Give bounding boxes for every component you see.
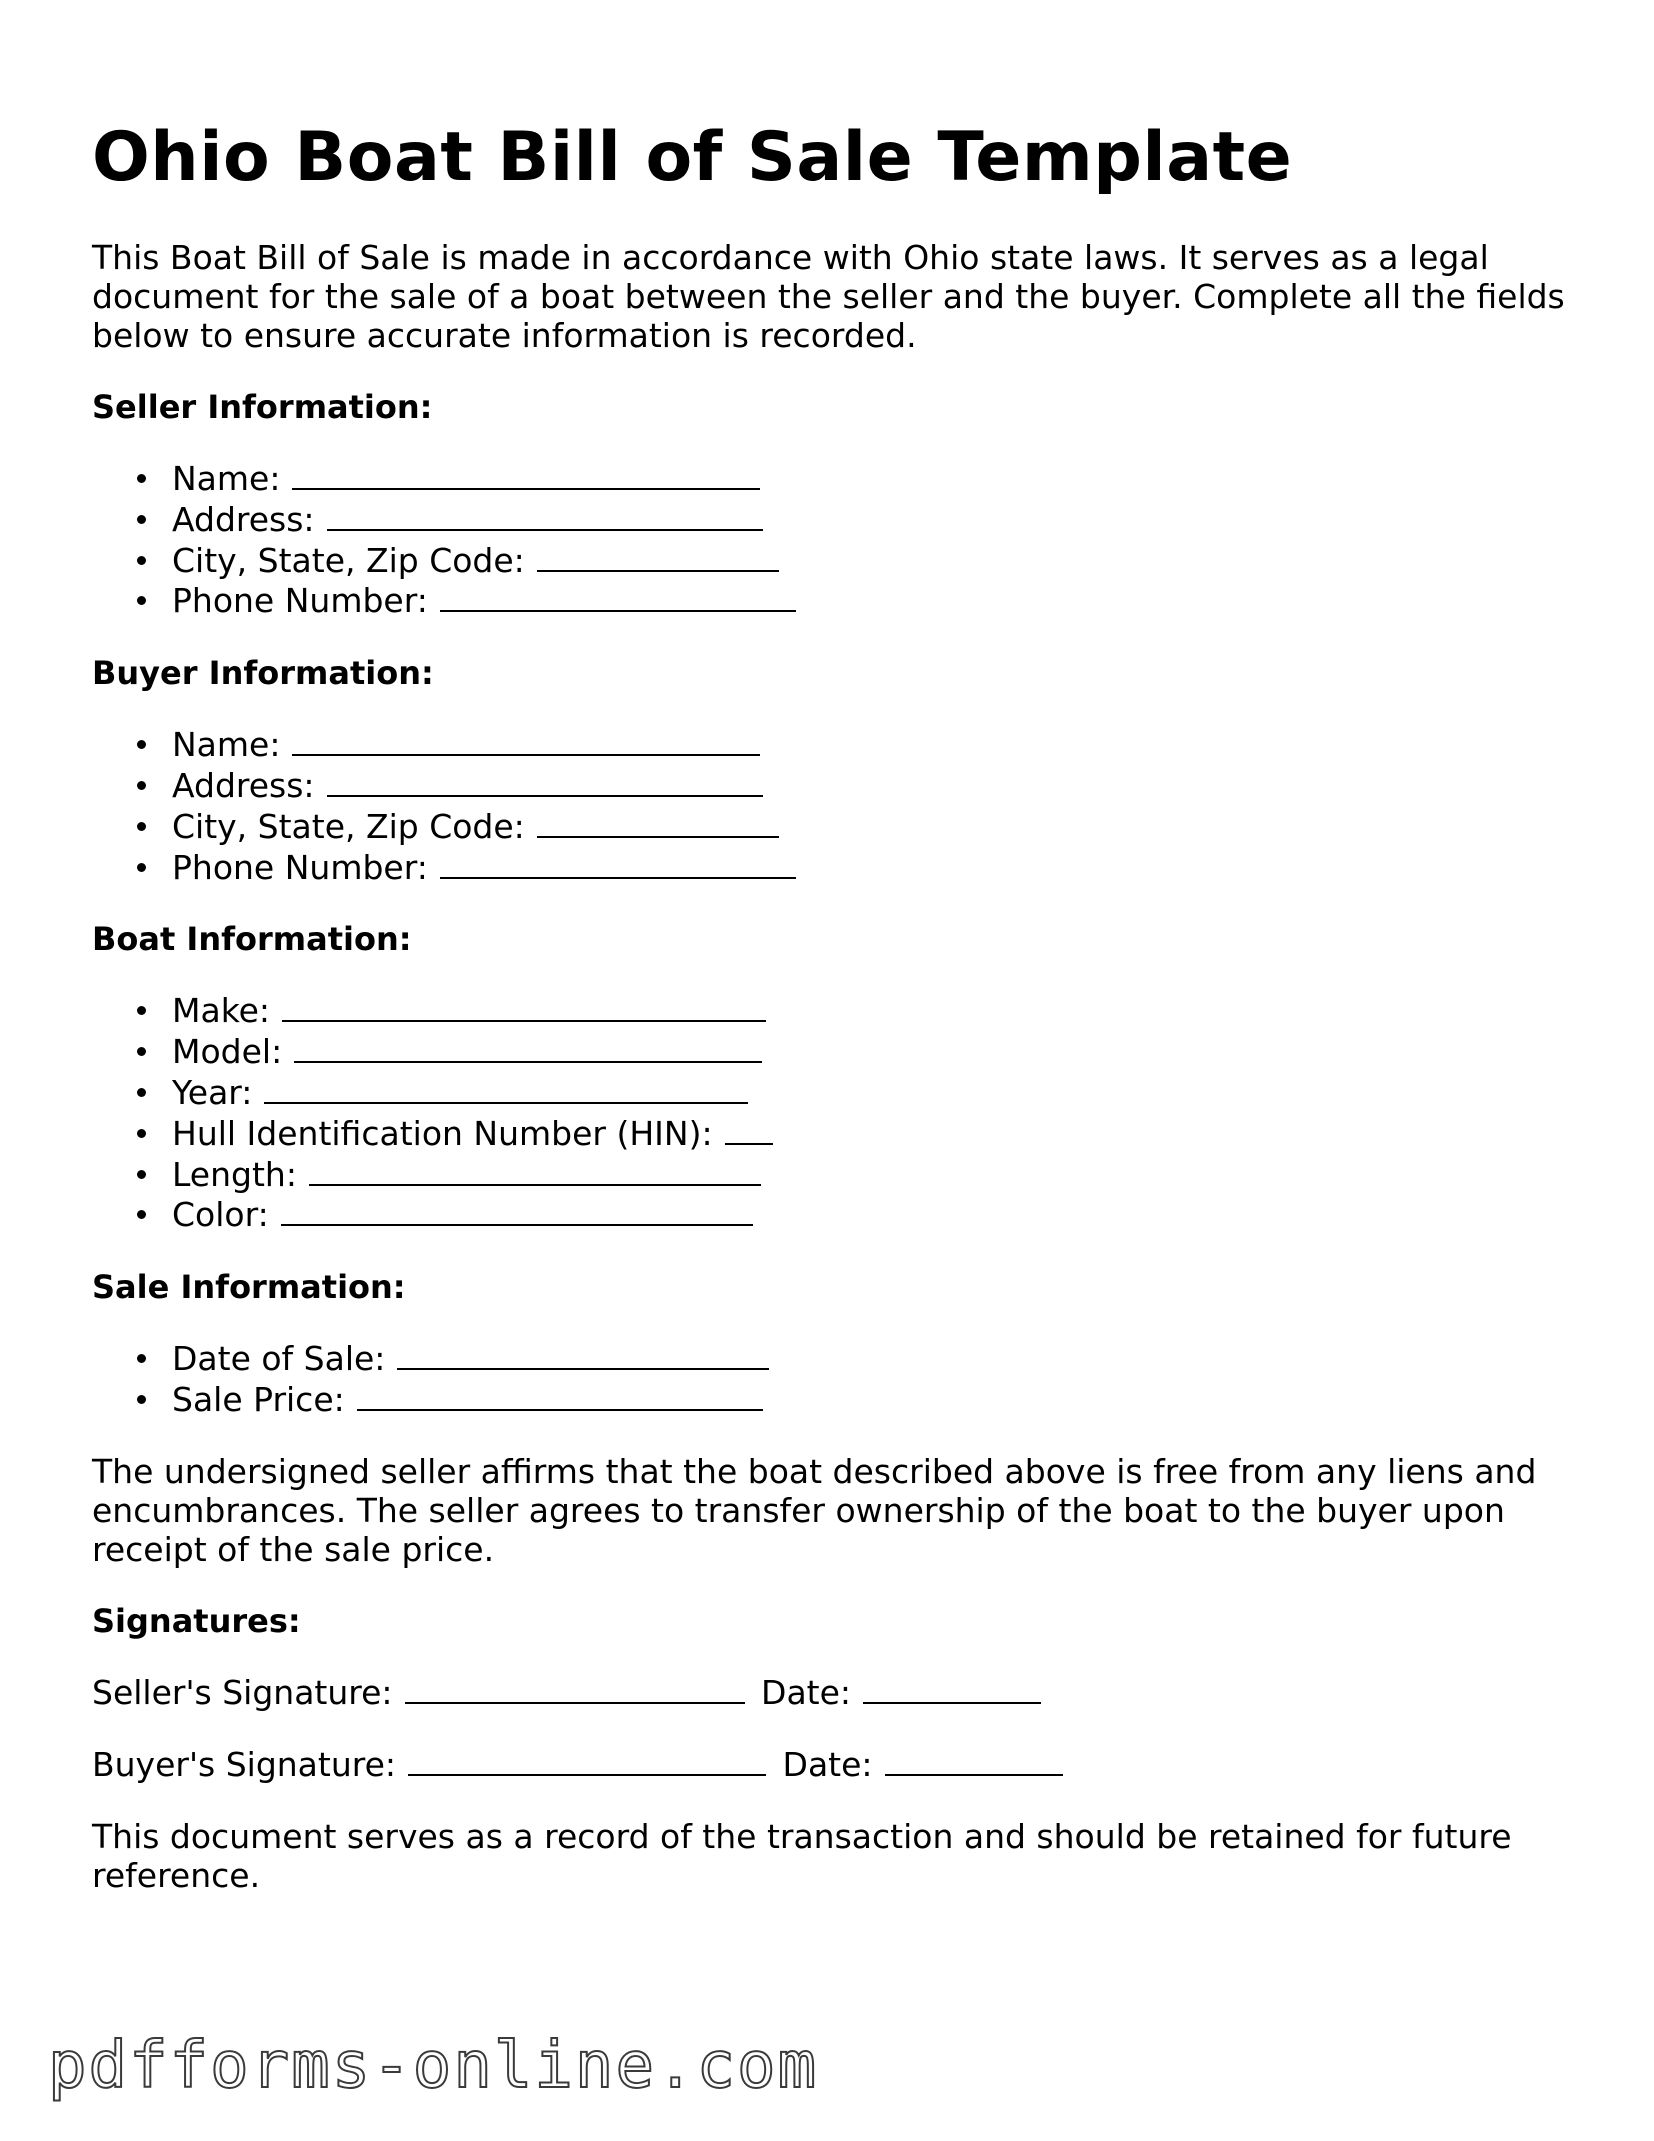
seller-address-label: Address: <box>172 499 315 539</box>
buyer-address-blank[interactable] <box>327 765 763 797</box>
buyer-name-field[interactable] <box>92 724 1572 765</box>
buyer-fields <box>92 724 1572 887</box>
seller-address-blank[interactable] <box>327 499 763 531</box>
boat-year-blank[interactable] <box>264 1072 748 1104</box>
sale-heading: Sale Information: <box>92 1268 406 1307</box>
boat-length-field[interactable] <box>92 1154 1572 1195</box>
page-title: Ohio Boat Bill of Sale Template <box>92 118 1293 197</box>
boat-length-label: Length: <box>172 1154 297 1194</box>
boat-hin-label: Hull Identification Number (HIN): <box>172 1113 713 1153</box>
buyer-city-field[interactable] <box>92 806 1572 847</box>
seller-phone-field[interactable] <box>92 580 1572 621</box>
boat-make-field[interactable] <box>92 990 1572 1031</box>
seller-name-label: Name: <box>172 459 281 498</box>
seller-phone-blank[interactable] <box>440 580 796 612</box>
boat-hin-blank[interactable] <box>725 1113 773 1145</box>
buyer-name-label: Name: <box>172 725 281 765</box>
buyer-heading: Buyer Information: <box>92 654 434 693</box>
buyer-date-label: Date: <box>782 1744 873 1784</box>
buyer-address-field[interactable] <box>92 765 1572 806</box>
boat-model-blank[interactable] <box>294 1031 762 1063</box>
sale-date-blank[interactable] <box>397 1338 769 1370</box>
seller-signature-blank[interactable] <box>405 1672 745 1704</box>
boat-color-field[interactable] <box>92 1194 1572 1235</box>
seller-city-label: City, State, Zip Code: <box>172 540 525 580</box>
seller-heading: Seller Information: <box>92 388 433 426</box>
boat-year-label: Year: <box>172 1072 253 1112</box>
seller-date-label: Date: <box>761 1672 852 1712</box>
boat-fields <box>92 990 1572 1235</box>
boat-length-blank[interactable] <box>309 1154 761 1186</box>
boat-model-field[interactable] <box>92 1031 1572 1072</box>
signatures-heading: Signatures: <box>92 1601 301 1640</box>
boat-heading: Boat Information: <box>92 920 412 959</box>
sale-price-field[interactable] <box>92 1379 1572 1420</box>
buyer-phone-field[interactable] <box>92 847 1572 888</box>
seller-signature-label: Seller's Signature: <box>92 1672 393 1712</box>
seller-fields <box>92 458 1572 621</box>
boat-color-label: Color: <box>172 1195 269 1235</box>
sale-price-label: Sale Price: <box>172 1379 345 1419</box>
sale-fields <box>92 1338 1572 1420</box>
closing-paragraph: This document serves as a record of the transaction and should be retained for future reference. <box>92 1816 1512 1895</box>
watermark-text: pdfforms-online.com <box>48 2029 819 2103</box>
sale-date-label: Date of Sale: <box>172 1339 386 1379</box>
buyer-address-label: Address: <box>172 765 315 805</box>
buyer-date-blank[interactable] <box>885 1744 1063 1776</box>
seller-date-blank[interactable] <box>863 1672 1041 1704</box>
seller-signature-row <box>92 1672 1572 1713</box>
boat-model-label: Model: <box>172 1032 283 1072</box>
buyer-phone-label: Phone Number: <box>172 847 428 887</box>
boat-color-blank[interactable] <box>281 1194 753 1226</box>
buyer-signature-label: Buyer's Signature: <box>92 1744 397 1784</box>
boat-year-field[interactable] <box>92 1072 1572 1113</box>
sale-date-field[interactable] <box>92 1338 1572 1379</box>
boat-make-label: Make: <box>172 991 271 1031</box>
buyer-signature-row <box>92 1744 1572 1785</box>
seller-city-blank[interactable] <box>537 540 779 572</box>
buyer-city-blank[interactable] <box>537 806 779 838</box>
seller-name-field[interactable] <box>92 458 1572 499</box>
sale-price-blank[interactable] <box>357 1379 763 1411</box>
buyer-signature-blank[interactable] <box>408 1744 766 1776</box>
intro-paragraph: This Boat Bill of Sale is made in accordance with Ohio state laws. It serves as a legal document for the sale of a boat between the seller and the buyer. Complete all the fields below to ensure accurate information is recorded. <box>92 238 1565 355</box>
buyer-name-blank[interactable] <box>292 724 760 756</box>
boat-make-blank[interactable] <box>282 990 766 1022</box>
boat-hin-field[interactable] <box>92 1113 1572 1154</box>
seller-city-field[interactable] <box>92 540 1572 581</box>
seller-address-field[interactable] <box>92 499 1572 540</box>
buyer-phone-blank[interactable] <box>440 847 796 879</box>
seller-phone-label: Phone Number: <box>172 581 428 621</box>
buyer-city-label: City, State, Zip Code: <box>172 806 525 846</box>
seller-name-blank[interactable] <box>292 458 760 490</box>
document-page <box>92 0 1572 1895</box>
affirmation-paragraph: The undersigned seller affirms that the boat described above is free from any liens and encumbrances. The seller agrees to transfer ownership of the boat to the buyer upon receipt of the sale price. <box>92 1451 1537 1569</box>
